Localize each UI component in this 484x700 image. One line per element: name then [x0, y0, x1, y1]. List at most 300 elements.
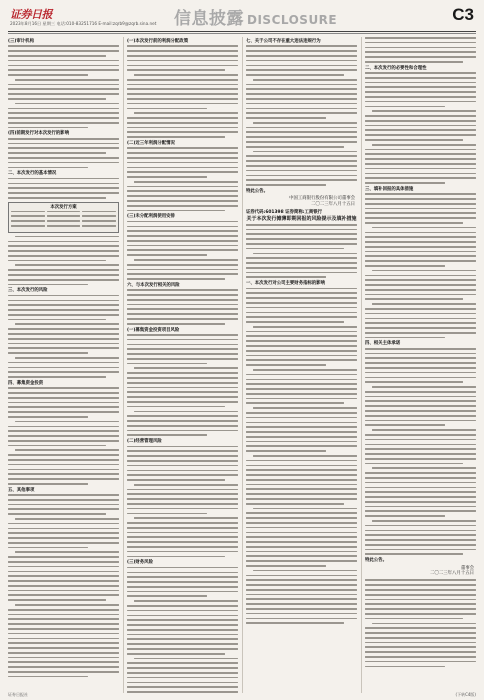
text-line [8, 397, 119, 399]
text-line [246, 50, 357, 52]
text-line [246, 469, 357, 471]
text-line [365, 251, 476, 253]
text-line [127, 122, 238, 124]
text-line [246, 560, 357, 562]
col2-heading: 六、与本次发行相关的风险 [127, 282, 180, 288]
text-line [253, 151, 357, 153]
text-line [365, 646, 476, 648]
text-line [246, 498, 357, 500]
text-line [127, 541, 238, 543]
text-line [8, 435, 119, 437]
text-line [365, 217, 476, 219]
text-line [127, 556, 225, 558]
text-line [246, 584, 357, 586]
text-line [365, 391, 476, 393]
text-line [246, 579, 357, 581]
text-line [372, 429, 476, 431]
column-2 [123, 37, 238, 693]
text-line [246, 503, 344, 505]
text-line [246, 93, 357, 95]
text-line [8, 623, 119, 625]
text-line [246, 465, 357, 467]
text-line [246, 436, 357, 438]
text-line [15, 236, 119, 238]
text-line [246, 288, 357, 290]
text-line [127, 536, 238, 538]
text-line [127, 551, 238, 553]
text-line [246, 445, 357, 447]
text-line [134, 112, 238, 114]
contact-info: 电话:010-83251716 E-mail:zqrb9@zqrb.sina.net [56, 21, 157, 26]
text-line [8, 304, 119, 306]
text-line [365, 353, 476, 355]
text-line [372, 227, 476, 229]
text-line [365, 458, 476, 460]
col3-heading: 七、关于公司不存在重大违法违规行为 [246, 39, 321, 44]
text-line [246, 488, 357, 490]
text-line [8, 367, 119, 369]
text-line [8, 117, 119, 119]
text-line [246, 117, 326, 119]
text-line [8, 499, 119, 501]
col2-heading: (三)未分配利润使用安排 [127, 214, 175, 220]
text-line [8, 454, 119, 456]
text-line [8, 45, 119, 47]
text-line [246, 613, 357, 615]
text-line [127, 147, 238, 149]
text-line [134, 517, 238, 519]
text-line [8, 416, 88, 418]
text-line [365, 37, 476, 39]
text-line [8, 647, 119, 649]
text-line [246, 55, 357, 57]
text-line [127, 610, 238, 612]
text-line [365, 208, 476, 210]
text-line [372, 270, 476, 272]
text-line [8, 127, 88, 129]
text-line [365, 260, 476, 262]
text-line [365, 434, 476, 436]
text-line [127, 470, 238, 472]
text-line [8, 241, 119, 243]
text-line [127, 638, 238, 640]
text-line [246, 546, 357, 548]
text-line [365, 357, 476, 359]
table-title: 本次发行方案 [50, 204, 77, 210]
text-line [127, 176, 207, 178]
text-line [127, 586, 238, 588]
text-line [127, 318, 238, 320]
text-line [8, 352, 88, 354]
text-line [365, 487, 476, 489]
text-line [127, 50, 238, 52]
text-line [365, 61, 463, 63]
signature-company: 中国工商银行股份有限公司董事会 [289, 196, 355, 202]
text-line [246, 160, 357, 162]
text-line [8, 508, 119, 510]
text-line [365, 613, 476, 615]
text-line [127, 532, 238, 534]
text-line [246, 276, 326, 278]
text-line [365, 203, 476, 205]
text-line [8, 392, 119, 394]
text-line [127, 446, 238, 448]
text-line [127, 235, 238, 237]
text-line [8, 523, 119, 525]
text-line [365, 594, 476, 596]
text-line [8, 638, 119, 640]
text-line [372, 110, 476, 112]
text-line [246, 374, 357, 376]
text-line [8, 74, 88, 76]
text-line [134, 600, 238, 602]
text-line [127, 323, 225, 325]
text-line [8, 157, 119, 159]
text-line [15, 103, 119, 105]
section-title-cn: 信息披露 [174, 9, 244, 29]
text-line [246, 340, 357, 342]
text-line [127, 264, 238, 266]
text-line [8, 65, 119, 67]
text-line [8, 328, 119, 330]
text-line [127, 45, 238, 47]
text-line [127, 353, 238, 355]
text-line [365, 56, 476, 58]
text-line [365, 618, 463, 620]
text-line [365, 410, 476, 412]
text-line [8, 338, 119, 340]
text-line [253, 79, 357, 81]
text-line [127, 240, 238, 242]
text-line [365, 415, 476, 417]
text-line [127, 136, 225, 138]
text-line [365, 544, 476, 546]
text-line [134, 658, 238, 660]
col4-heading: 二、本次发行的必要性和合理性 [365, 65, 427, 71]
text-line [246, 131, 357, 133]
text-line [15, 79, 119, 81]
text-line [365, 91, 476, 93]
text-line [8, 250, 119, 252]
text-line [127, 489, 238, 491]
page-number: C3 [452, 5, 474, 24]
text-line [246, 345, 357, 347]
col2-heading: (一)本次发行前的利润分配政策 [127, 39, 189, 44]
text-line [365, 453, 476, 455]
col1-heading: 四、募集资金投资 [8, 380, 44, 386]
text-line [253, 455, 357, 457]
text-line [365, 608, 476, 610]
text-line [365, 642, 476, 644]
masthead [8, 4, 476, 30]
text-line [8, 371, 119, 373]
text-line [246, 307, 357, 309]
header-rule [8, 31, 476, 32]
text-line [8, 464, 119, 466]
text-line [127, 406, 225, 408]
text-line [15, 604, 119, 606]
text-line [127, 348, 238, 350]
text-line [365, 120, 476, 122]
text-line [127, 648, 238, 650]
text-line [365, 222, 463, 224]
text-line [365, 603, 476, 605]
text-line [246, 108, 357, 110]
text-line [246, 536, 357, 538]
text-line [127, 157, 238, 159]
text-line [365, 553, 463, 555]
text-line [372, 623, 476, 625]
text-line [365, 275, 476, 277]
text-line [246, 417, 357, 419]
text-line [127, 425, 238, 427]
text-line [246, 402, 344, 404]
text-line [127, 88, 238, 90]
text-line [127, 93, 238, 95]
text-line [47, 220, 81, 222]
text-line [127, 576, 238, 578]
text-line [365, 448, 476, 450]
text-line [253, 407, 357, 409]
text-line [246, 312, 357, 314]
col2-heading: (二)经营管理风险 [127, 439, 162, 445]
text-line [127, 377, 238, 379]
text-line [127, 308, 238, 310]
text-line [127, 465, 238, 467]
text-line [127, 294, 238, 296]
text-line [127, 508, 238, 510]
text-line [8, 537, 119, 539]
text-line [246, 565, 326, 567]
text-line [127, 672, 238, 674]
text-line [8, 528, 119, 530]
text-line [365, 153, 476, 155]
text-line [15, 449, 119, 451]
signature-date: 二〇二三年八月十五日 [311, 201, 355, 207]
text-line [365, 279, 476, 281]
text-line [8, 69, 119, 71]
text-line [127, 84, 238, 86]
text-line [365, 86, 476, 88]
text-line [127, 269, 238, 271]
text-line [246, 316, 357, 318]
text-line [127, 450, 238, 452]
text-line [246, 84, 357, 86]
text-line [127, 493, 238, 495]
issue-date: 2023年8月16日 星期三 [10, 21, 56, 26]
text-line [8, 532, 119, 534]
text-line [8, 192, 119, 194]
text-line [127, 667, 238, 669]
text-line [127, 131, 238, 133]
text-line [127, 358, 238, 360]
text-line [246, 292, 357, 294]
text-line [253, 253, 357, 255]
text-line [253, 369, 357, 371]
text-line [8, 55, 106, 57]
text-line [246, 302, 357, 304]
text-line [127, 382, 238, 384]
text-line [246, 272, 357, 274]
text-line [365, 115, 476, 117]
text-line [8, 618, 119, 620]
text-line [127, 108, 207, 110]
text-line [8, 430, 119, 432]
text-line [8, 585, 119, 587]
text-line [8, 566, 119, 568]
text-line [365, 168, 476, 170]
text-line [246, 257, 357, 259]
text-line [8, 633, 119, 635]
text-line [127, 249, 238, 251]
text-line [365, 212, 476, 214]
text-line [8, 178, 119, 180]
text-line [127, 167, 238, 169]
text-line [127, 430, 238, 432]
stock-code-line: 证券代码:601398 证券简称:工商银行 [246, 210, 323, 216]
col4-closing: 特此公告。 [365, 558, 387, 564]
text-line [246, 364, 326, 366]
text-line [253, 122, 357, 124]
text-line [127, 479, 225, 481]
col1-heading: 五、其他事项 [8, 487, 35, 493]
text-line [127, 460, 238, 462]
text-line [246, 589, 357, 591]
text-line [372, 520, 476, 522]
text-line [8, 590, 119, 592]
text-line [8, 269, 119, 271]
text-line [246, 441, 357, 443]
text-line [127, 387, 238, 389]
announcement-title: 关于本次发行摊薄即期回报的风险提示及填补措施 [246, 216, 357, 223]
text-line [127, 391, 238, 393]
text-line [8, 50, 119, 52]
text-line [8, 426, 119, 428]
text-line [365, 400, 476, 402]
text-line [8, 187, 119, 189]
text-line [365, 348, 476, 350]
text-line [365, 298, 463, 300]
text-line [127, 152, 238, 154]
text-line [246, 618, 357, 620]
text-line [246, 575, 357, 577]
text-line [127, 254, 207, 256]
text-line [8, 411, 119, 413]
text-line [8, 671, 119, 673]
text-line [127, 205, 238, 207]
text-line [246, 179, 357, 181]
text-line [8, 599, 106, 601]
text-line [246, 532, 357, 534]
text-line [8, 445, 106, 447]
text-line [246, 541, 357, 543]
text-line [127, 79, 238, 81]
text-line [127, 567, 238, 569]
text-line [127, 682, 238, 684]
section-title-en: DISCLOSURE [247, 13, 338, 27]
text-line [246, 431, 357, 433]
text-line [365, 396, 476, 398]
column-1 [8, 37, 119, 693]
text-line [365, 651, 476, 653]
text-line [127, 396, 238, 398]
text-line [365, 294, 476, 296]
text-line [127, 245, 238, 247]
text-line [365, 656, 476, 658]
text-line [246, 379, 357, 381]
text-line [365, 322, 476, 324]
text-line [8, 376, 106, 378]
text-line [8, 333, 119, 335]
text-line [246, 359, 357, 361]
text-line [127, 69, 225, 71]
text-line [246, 460, 357, 462]
text-line [246, 103, 357, 105]
text-line [372, 303, 476, 305]
text-line [365, 318, 476, 320]
text-line [8, 143, 119, 145]
text-line [372, 467, 476, 469]
text-line [127, 65, 238, 67]
text-line [365, 82, 476, 84]
issue-plan-table [8, 202, 119, 233]
text-line [11, 215, 45, 217]
text-line [246, 74, 344, 76]
text-line [8, 494, 119, 496]
text-line [127, 546, 238, 548]
text-line [365, 177, 476, 179]
text-line [127, 230, 238, 232]
text-line [127, 527, 238, 529]
text-line [8, 245, 119, 247]
text-line [246, 555, 357, 557]
text-line [127, 643, 238, 645]
text-line [8, 197, 106, 199]
text-line [365, 236, 476, 238]
text-line [8, 542, 119, 544]
text-line [8, 347, 119, 349]
text-line [365, 246, 476, 248]
text-line [127, 60, 238, 62]
text-line [365, 255, 476, 257]
text-line [365, 637, 476, 639]
text-line [82, 220, 116, 222]
text-line [365, 134, 476, 136]
text-line [246, 65, 357, 67]
text-line [246, 493, 357, 495]
text-line [127, 221, 238, 223]
text-line [11, 211, 45, 213]
issue-date-line [10, 21, 156, 27]
text-line [246, 594, 357, 596]
text-line [8, 152, 106, 154]
text-line [127, 344, 238, 346]
text-line [127, 653, 225, 655]
text-line [127, 629, 238, 631]
text-line [365, 47, 476, 49]
text-line [127, 619, 238, 621]
col3-heading: 一、本次发行对公司主要财务指标的影响 [246, 281, 326, 287]
text-line [246, 603, 357, 605]
column-4 [361, 37, 476, 693]
text-line [365, 515, 445, 517]
text-line [8, 580, 119, 582]
text-line [246, 622, 344, 624]
text-line [127, 401, 238, 403]
text-line [365, 232, 476, 234]
text-line [127, 200, 238, 202]
column-3 [242, 37, 357, 693]
